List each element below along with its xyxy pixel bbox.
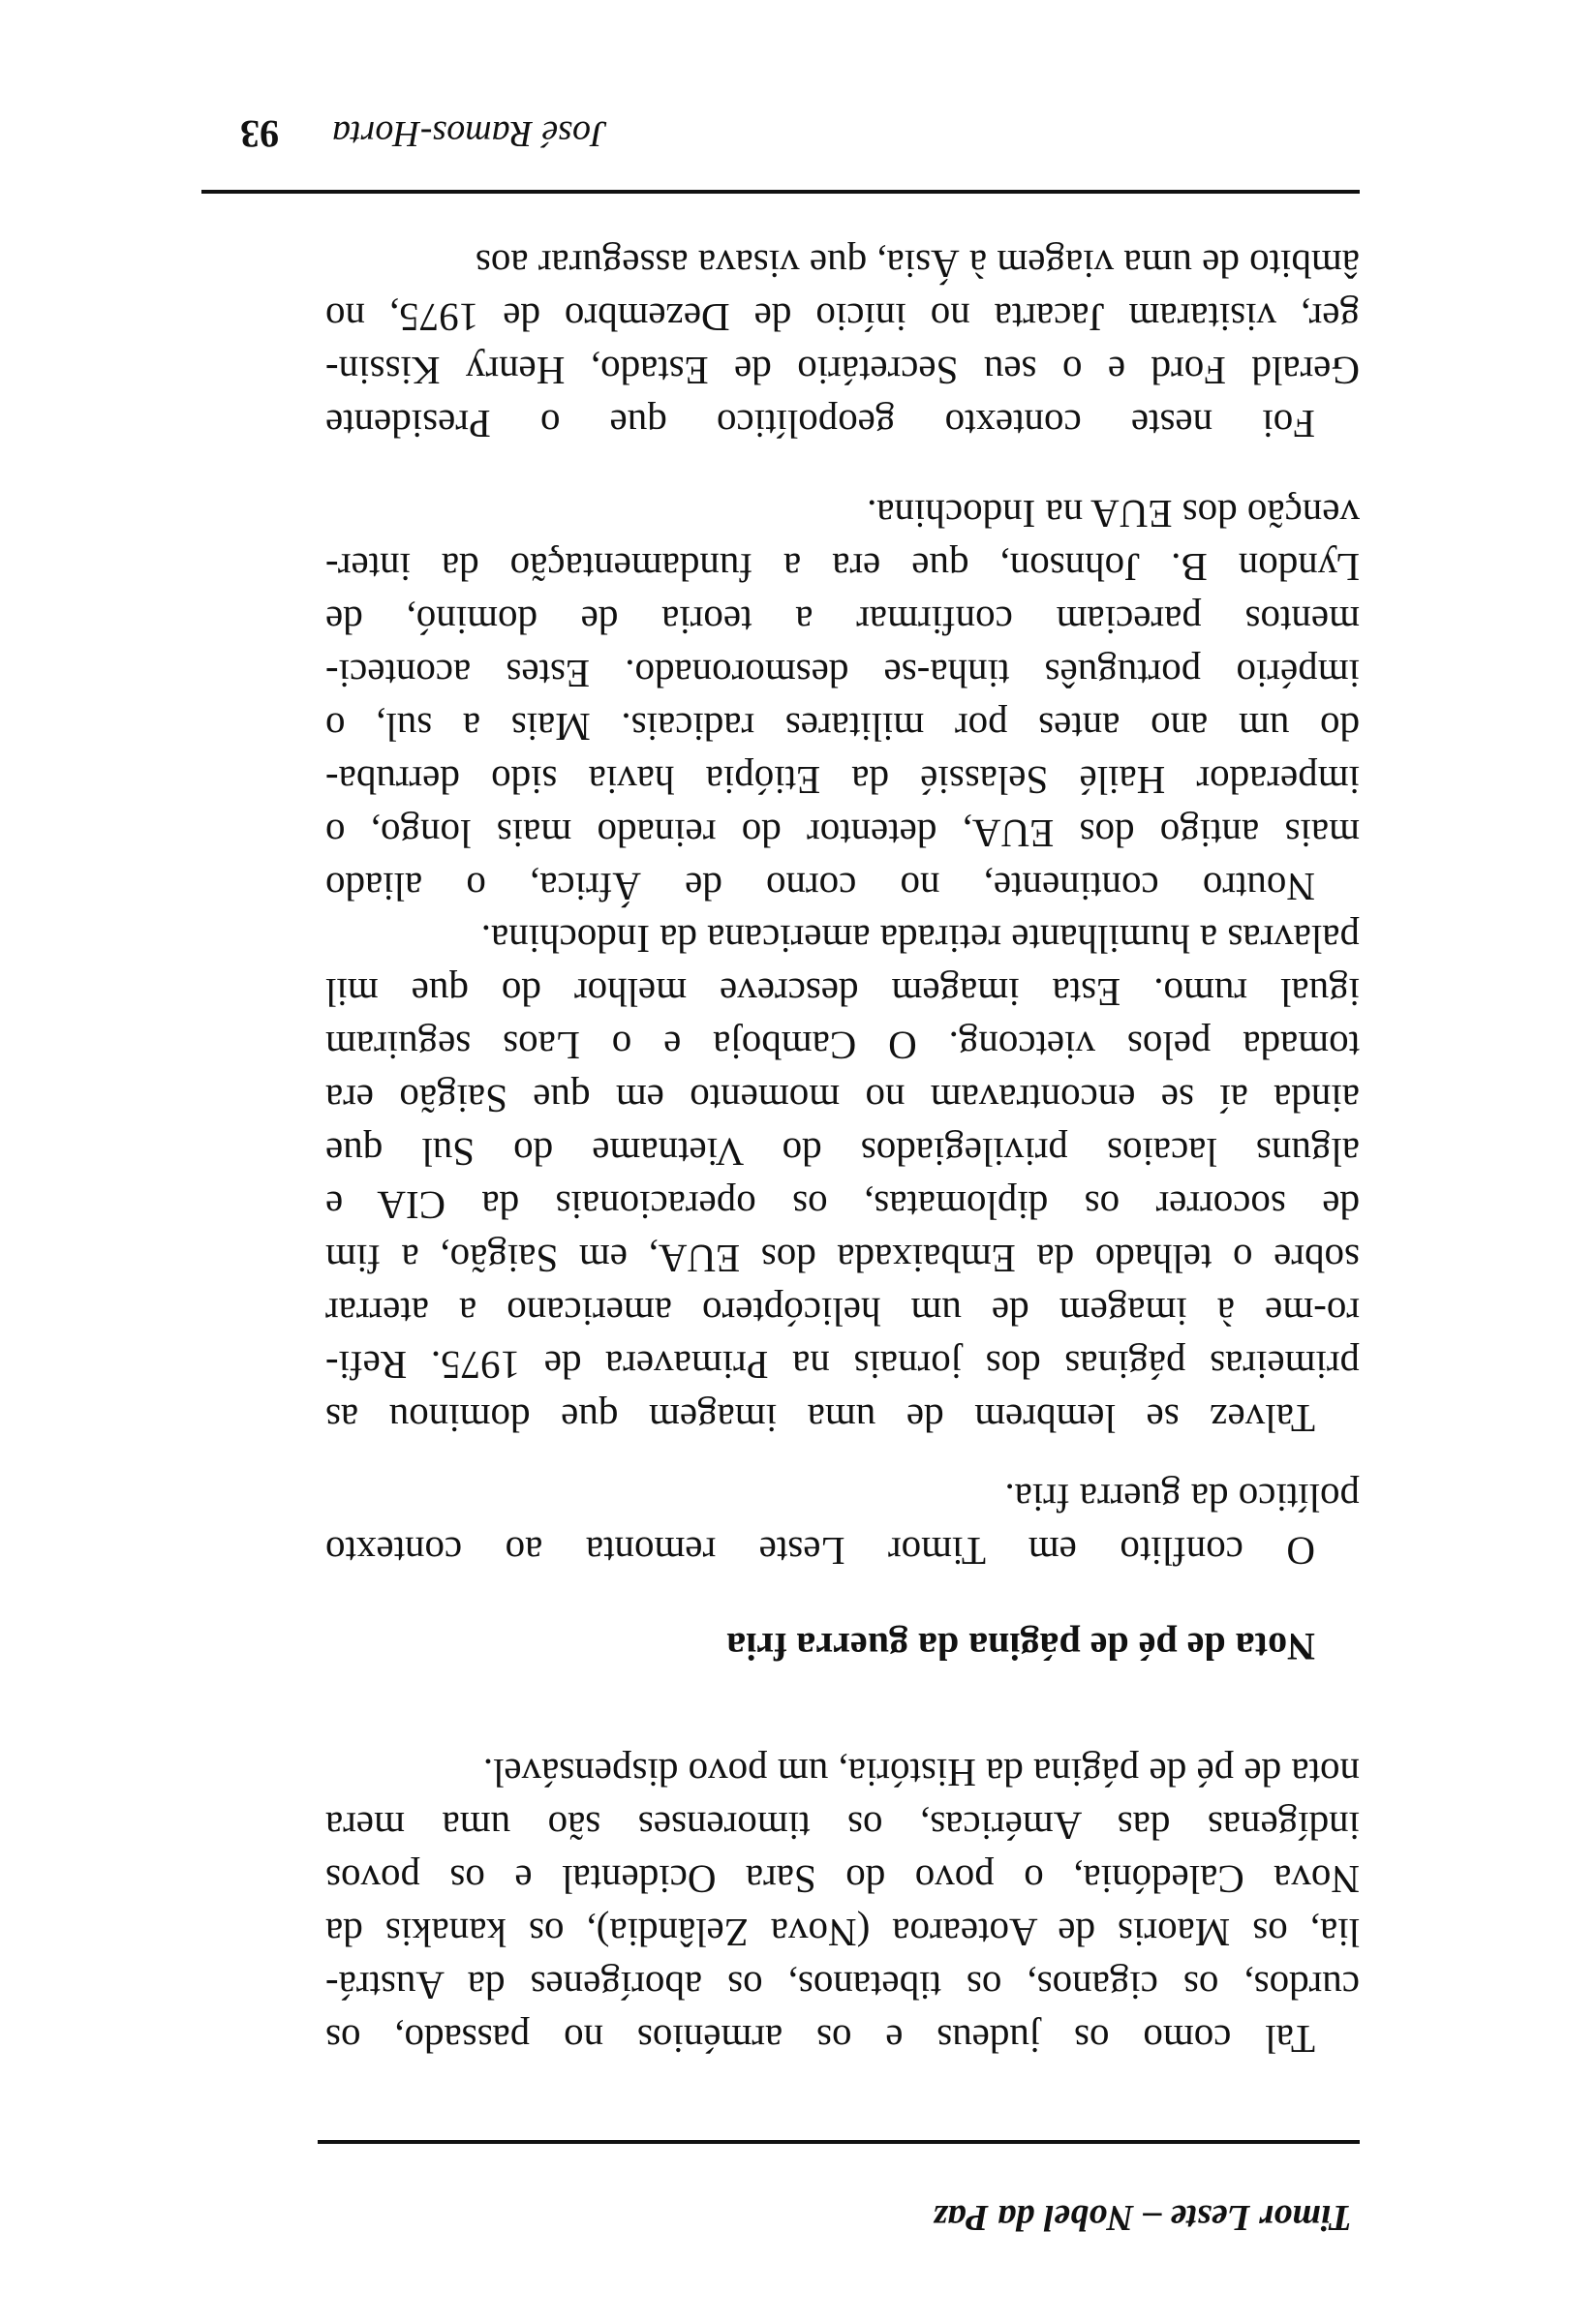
paragraph-1 bbox=[325, 1746, 1360, 2065]
paragraph-5 bbox=[325, 237, 1360, 450]
text-line: igual rumo. Esta imagem descreve melhor do que mil bbox=[325, 970, 1360, 1015]
text-line: Noutro continente, no corno de África, o aliado bbox=[325, 865, 1315, 909]
text-line: de socorrer os diplomatas, os operacionais da CIA e bbox=[325, 1183, 1360, 1228]
text-line: lia, os Maoris de Aotearoa (Nova Zelândia), os kanakis da bbox=[325, 1911, 1360, 1955]
text-line: primeiras páginas dos jornais na Primavera de 1975. Refi- bbox=[325, 1343, 1360, 1388]
section-heading: Nota de pé de página da guerra fria bbox=[726, 1625, 1315, 1668]
running-footer-author: José Ramos-Horta bbox=[332, 113, 607, 154]
text-line: indígenas das Américas, os timorenses são uma mera bbox=[325, 1804, 1360, 1849]
text-line: venção dos EUA na Indochina. bbox=[867, 492, 1360, 536]
text-line: ger, visitaram Jacarta no início de Dezembro de 1975, no bbox=[325, 295, 1360, 340]
text-line: do um ano antes por militares radicais. Mais a sul, o bbox=[325, 705, 1360, 749]
text-line: ainda aí se encontravam no momento em que Saigão era bbox=[325, 1077, 1360, 1121]
header-rule bbox=[318, 2140, 1360, 2144]
text-line: Nova Caledónia, o povo do Sara Ocidental e os povos bbox=[325, 1857, 1360, 1902]
text-line: mais antigo dos EUA, detentor do reinado mais longo, o bbox=[325, 811, 1360, 856]
footer-rule bbox=[201, 190, 1360, 194]
paragraph-2 bbox=[325, 1471, 1360, 1577]
text-line: Foi neste contexto geopolítico que o Presidente bbox=[325, 402, 1315, 446]
text-line: nota de pé de página da História, um povo dispensável. bbox=[482, 1751, 1360, 1795]
text-line: alguns lacaios privilegiados do Vietname do Sul que bbox=[325, 1130, 1360, 1175]
text-line: curdos, os ciganos, os tibetanos, os aborígenes da Austrá- bbox=[325, 1964, 1360, 2008]
page-number: 93 bbox=[240, 112, 279, 156]
text-line: Gerald Ford e o seu Secretário de Estado, Henry Kissin- bbox=[325, 349, 1360, 393]
text-line: Tal como os judeus e os arménios no passado, os bbox=[325, 2017, 1315, 2062]
text-line: império português tinha-se desmoronado. Estes aconteci- bbox=[325, 652, 1360, 696]
text-line: tomada pelos vietcong. O Camboja e o Laos seguiram bbox=[325, 1024, 1360, 1068]
text-line: O conflito em Timor Leste remonta ao contexto bbox=[325, 1529, 1315, 1574]
text-line: ro-me à imagem de um helicóptero americano a aterrar bbox=[325, 1290, 1360, 1334]
paragraph-3 bbox=[325, 912, 1360, 1445]
paragraph-4 bbox=[325, 487, 1360, 913]
running-header: Timor Leste – Nobel da Paz bbox=[933, 2197, 1352, 2238]
text-line: âmbito de uma viagem à Ásia, que visava assegurar aos bbox=[475, 242, 1360, 287]
text-line: sobre o telhado da Embaixada dos EUA, em Saigão, a fim bbox=[325, 1237, 1360, 1281]
text-line: palavras a humilhante retirada americana da Indochina. bbox=[480, 917, 1360, 962]
text-line: político da guerra fria. bbox=[1004, 1476, 1360, 1520]
text-line: imperador Hailé Selassié da Etiópia havia sido derruba- bbox=[325, 758, 1360, 803]
text-line: mentos pareciam confirmar a teoria de dominó, de bbox=[325, 598, 1360, 643]
text-line: Talvez se lembrem de uma imagem que dominou as bbox=[325, 1396, 1315, 1441]
text-line: Lyndon B. Johnson, que era a fundamentação da inter- bbox=[325, 545, 1360, 590]
